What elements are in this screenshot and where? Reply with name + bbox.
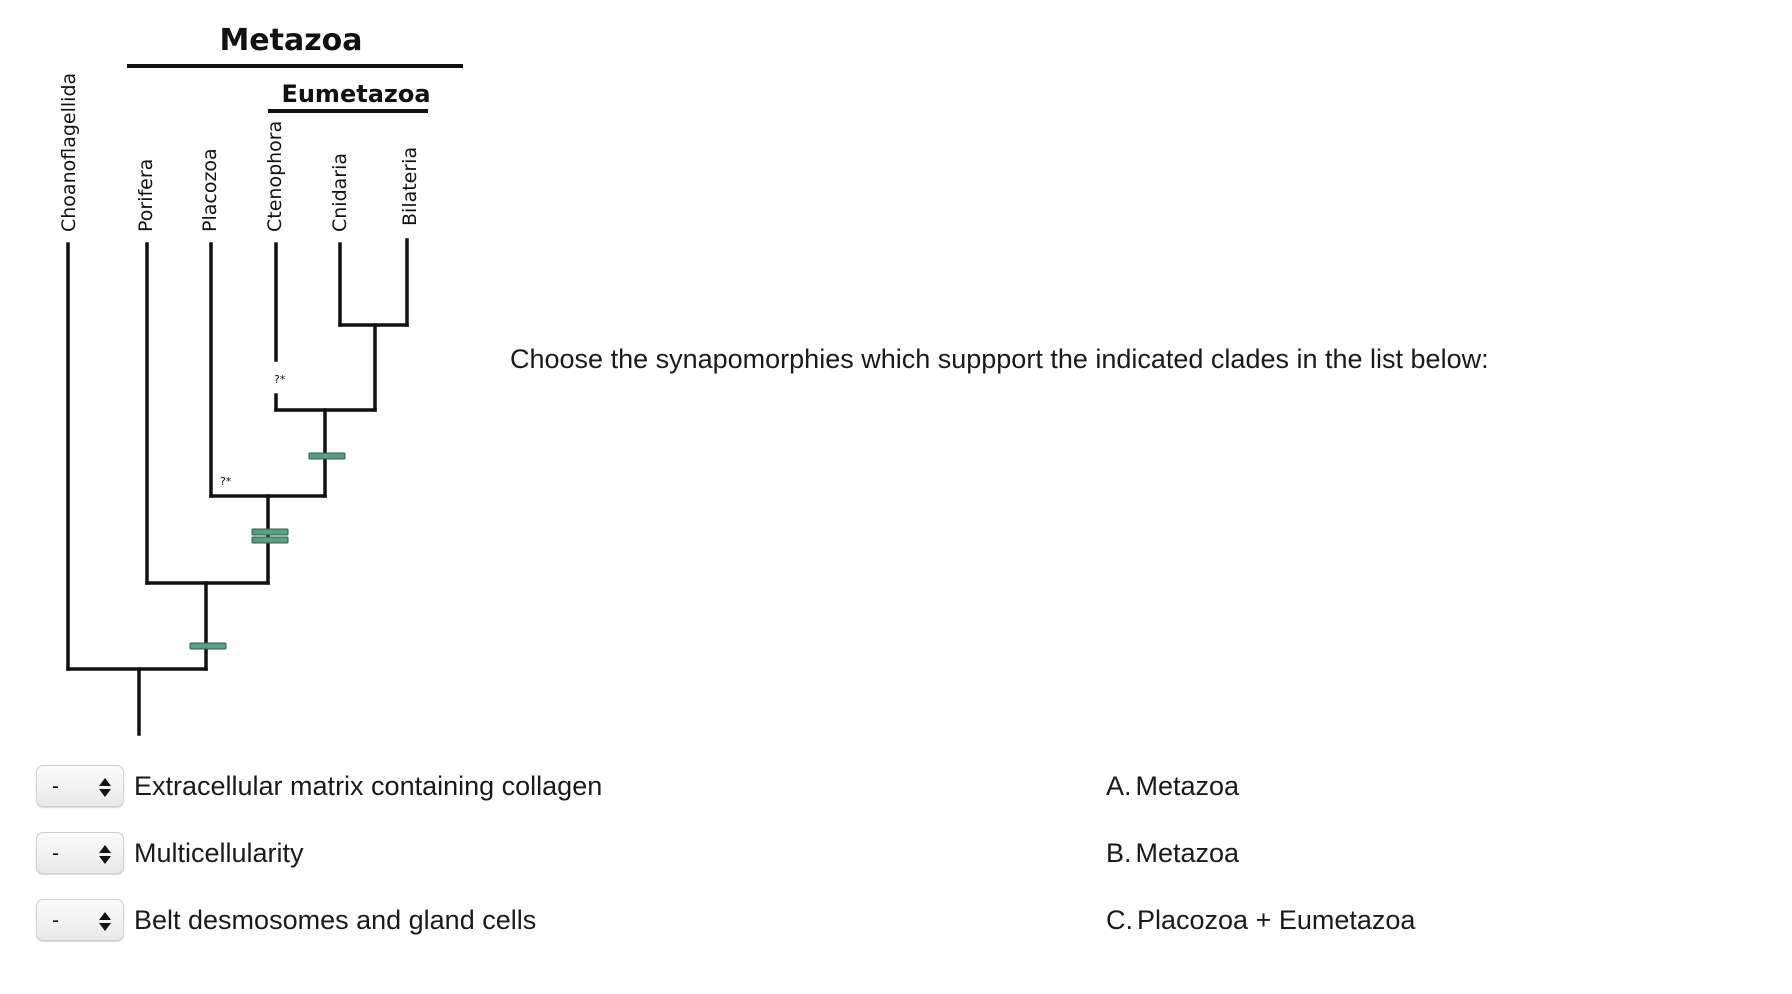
tree-branches [68,240,407,734]
question-row [36,898,536,942]
synapomorphy-marker-eumetazoa [309,453,345,459]
uncertain-marker-ctenophora: ?* [274,373,286,386]
clade-label-eumetazoa: Eumetazoa [281,80,431,108]
answer-text: Metazoa [1135,837,1240,868]
match-select[interactable] [36,899,124,941]
select-value: - [52,842,59,865]
answer-letter: A. [1106,770,1132,801]
answer-text: Placozoa + Eumetazoa [1137,904,1416,935]
phylogenetic-tree [0,0,480,740]
synapomorphy-marker-metazoa [190,643,226,649]
uncertain-marker-placozoa: ?* [220,475,232,488]
match-select[interactable] [36,765,124,807]
question-row [36,764,602,808]
updown-arrows-icon [99,774,111,800]
answer-letter: B. [1106,837,1132,868]
answer-text: Metazoa [1135,770,1240,801]
clade-label-metazoa: Metazoa [219,23,363,58]
question-row [36,831,304,875]
answer-option [1106,764,1239,808]
answer-letter: C. [1106,904,1133,935]
updown-arrows-icon [99,841,111,867]
question-text: Multicellularity [134,837,304,868]
answer-option [1106,898,1415,942]
taxon-label-ctenophora: Ctenophora [264,120,286,232]
taxon-label-placozoa: Placozoa [199,148,221,232]
select-value: - [52,775,59,798]
taxon-label-choanoflagellida: Choanoflagellida [58,72,80,232]
synapomorphy-marker-placozoa-eumetazoa-2 [252,537,288,543]
answer-option [1106,831,1239,875]
select-value: - [52,909,59,932]
question-text: Extracellular matrix containing collagen [134,770,603,801]
match-select[interactable] [36,832,124,874]
updown-arrows-icon [99,908,111,934]
instructions-text: Choose the synapomorphies which suppport the indicated clades in the list below: [510,344,1489,374]
synapomorphy-marker-placozoa-eumetazoa-1 [252,529,288,535]
question-text: Belt desmosomes and gland cells [134,904,537,935]
taxon-label-porifera: Porifera [135,158,157,232]
taxon-label-cnidaria: Cnidaria [329,152,351,232]
taxon-label-bilateria: Bilateria [399,146,421,226]
